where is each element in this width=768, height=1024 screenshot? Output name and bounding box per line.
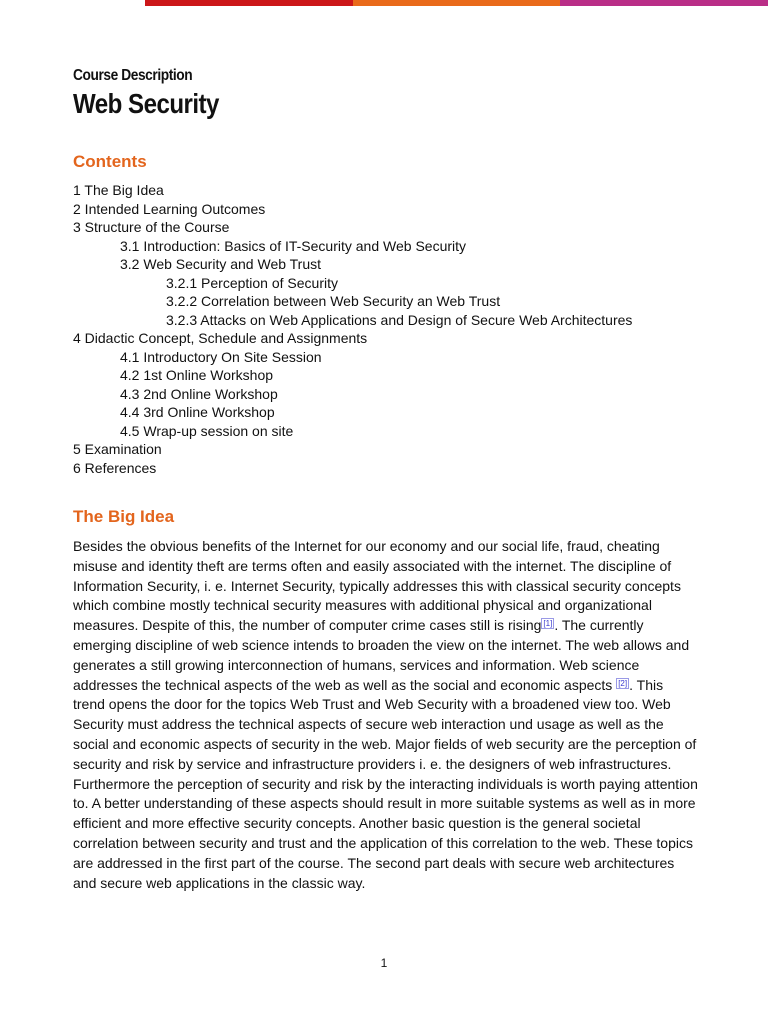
contents-heading: Contents	[73, 152, 147, 171]
big-idea-paragraph	[73, 537, 698, 893]
toc-item[interactable]: 4 Didactic Concept, Schedule and Assignments	[73, 330, 368, 346]
color-bar-magenta-segment	[560, 0, 768, 6]
reference-link-2[interactable]: [2]	[618, 678, 628, 688]
toc-item[interactable]: 5 Examination	[73, 441, 162, 457]
toc-item[interactable]: 3.1 Introduction: Basics of IT-Security and Web Security	[120, 237, 467, 254]
toc-item[interactable]: 3.2 Web Security and Web Trust	[120, 256, 322, 272]
toc-item[interactable]: 4.5 Wrap-up session on site	[120, 422, 294, 439]
color-bar-red-segment	[145, 0, 353, 6]
document-page	[73, 66, 703, 893]
toc-item[interactable]: 2 Intended Learning Outcomes	[73, 200, 266, 217]
document-subtitle: Course Description	[73, 67, 193, 84]
reference-link-1[interactable]: [1]	[543, 619, 553, 629]
page-number: 1	[380, 956, 388, 970]
toc-item[interactable]: 4.3 2nd Online Workshop	[120, 385, 278, 402]
toc-item[interactable]: 4.4 3rd Online Workshop	[120, 404, 275, 420]
big-idea-heading: The Big Idea	[73, 507, 175, 526]
color-bar-orange-segment	[353, 0, 561, 6]
toc-item[interactable]: 3 Structure of the Course	[73, 219, 230, 235]
toc-item[interactable]: 4.2 1st Online Workshop	[120, 367, 274, 383]
toc-item[interactable]: 1 The Big Idea	[73, 182, 164, 198]
toc-item[interactable]: 3.2.1 Perception of Security	[166, 274, 338, 291]
paragraph-text: . This trend opens the door for the topics Web Trust and Web Security with a broadened view too. Web Security must address the technical aspects of secure web interaction und usage as well as the social and economic aspects of security in the web. Major fields of web security are the perception of security and risk by service and infrastructure providers i. e. the designers of web infrastructures. Furthermore the perception of security and risk by the interacting individuals is worth paying attention to. A better understanding of these aspects should result in more suitable systems as well as in more efficient and more effective security concepts. Another basic question is the general societal correlation between security and trust and the application of this correlation to the web. These topics are addressed in the first part of the course. The second part deals with secure web architectures and secure web applications in the classic way.	[73, 676, 698, 891]
toc-item[interactable]: 4.1 Introductory On Site Session	[120, 348, 322, 365]
toc-item[interactable]: 3.2.3 Attacks on Web Applications and Design of Secure Web Architectures	[166, 311, 633, 328]
header-color-bar	[145, 0, 768, 6]
toc-item[interactable]: 6 References	[73, 459, 157, 476]
table-of-contents	[73, 181, 703, 477]
paragraph-text: . The currently emerging discipline of web science intends to broaden the view on the internet. The web allows and generates a still growing interconnection of humans, services and information. Web science addresses the technical aspects of the web as well as the social and economic aspects	[73, 617, 690, 693]
document-title: Web Security	[73, 88, 219, 119]
toc-item[interactable]: 3.2.2 Correlation between Web Security an Web Trust	[166, 293, 501, 309]
paragraph-text: Besides the obvious benefits of the Internet for our economy and our social life, fraud, cheating misuse and identity theft are terms often and easily associated with the internet. The discipline of Information Security, i. e. Internet Security, typically addresses this with classical security concepts which combine mostly technical security measures with additional physical and organizational measures. Despite of this, the number of computer crime cases still is rising	[73, 538, 681, 634]
